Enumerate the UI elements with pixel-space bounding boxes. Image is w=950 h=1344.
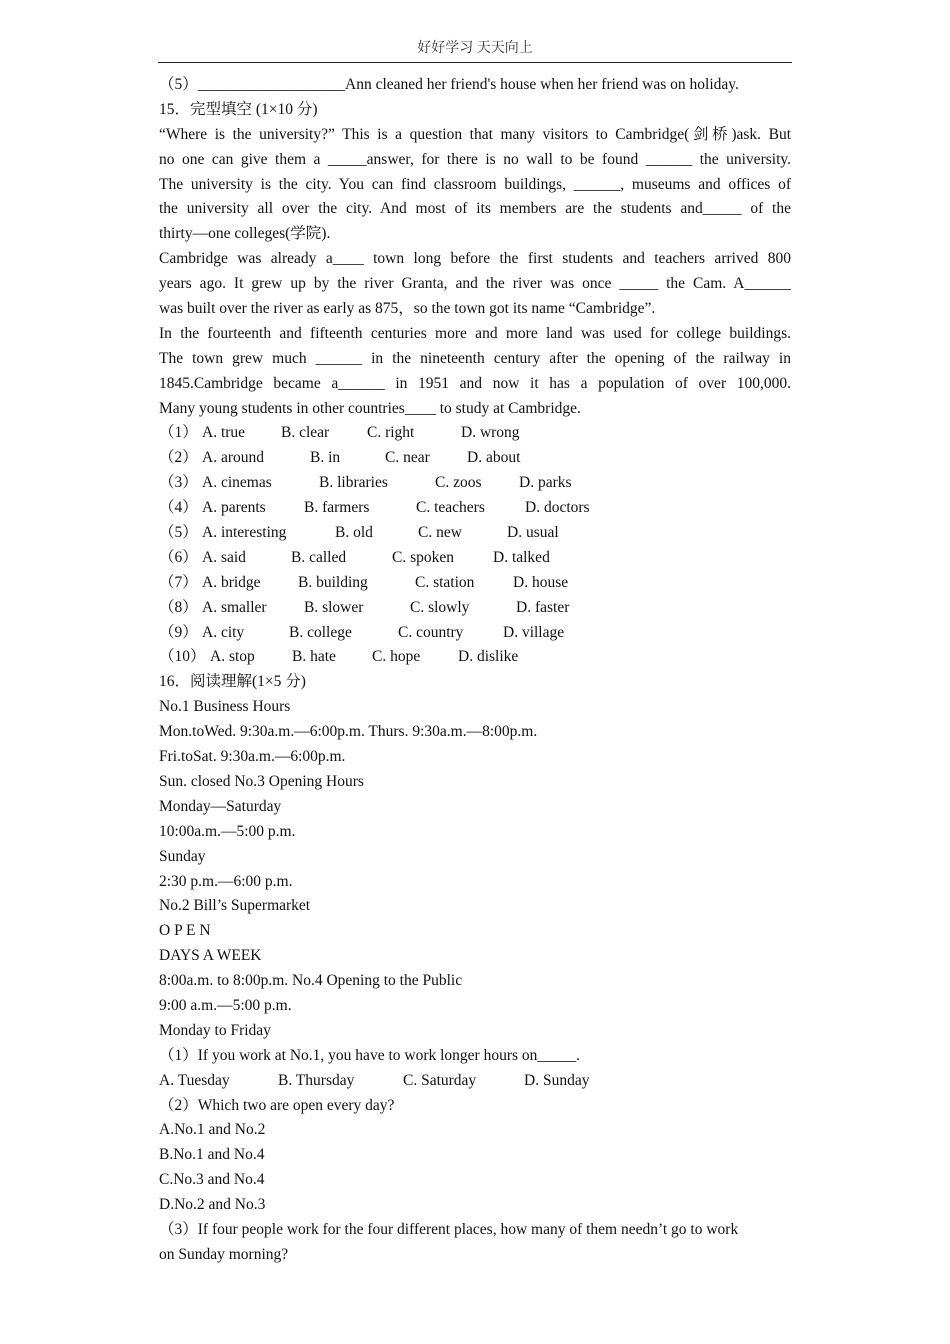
notice-line: Monday to Friday (159, 1021, 271, 1039)
page-header (158, 38, 792, 63)
cloze-passage (159, 123, 791, 422)
option-a: A. bridge (202, 573, 261, 591)
cloze-questions (159, 421, 791, 670)
notice-line: 9:00 a.m.—5:00 p.m. (159, 996, 292, 1014)
question-number: （4） (159, 499, 198, 517)
cloze-question-5 (159, 521, 791, 546)
notice-line: 8:00a.m. to 8:00p.m. No.4 Opening to the Public (159, 972, 463, 990)
question-number: （7） (159, 573, 198, 591)
option-d: D. faster (516, 598, 570, 616)
option-c: C.No.3 and No.4 (159, 1171, 265, 1189)
passage-line: the university all over the city. And most of its members are the students and_____ of the (159, 200, 791, 218)
notice-line: Mon.toWed. 9:30a.m.—6:00p.m. Thurs. 9:30a.m.—8:00p.m. (159, 723, 538, 741)
notice-line: O P E N (159, 922, 211, 940)
option-d: D. doctors (525, 499, 590, 517)
cloze-question-6 (159, 546, 791, 571)
option-d: D. wrong (461, 424, 520, 442)
option-c: C. near (385, 449, 430, 467)
cloze-question-10 (159, 645, 791, 670)
passage-line: Cambridge was already a____ town long before the first students and teachers arrived 800 (159, 250, 791, 268)
cloze-question-3 (159, 471, 791, 496)
notice-line: 2:30 p.m.—6:00 p.m. (159, 872, 293, 890)
option-a: A. smaller (202, 598, 267, 616)
cloze-question-8 (159, 596, 791, 621)
reading-question-1: （1）If you work at No.1, you have to work longer hours on_____. (159, 1046, 581, 1064)
option-a: A. stop (210, 648, 255, 666)
option-d: D. village (503, 623, 565, 641)
question-number: （8） (159, 598, 198, 616)
option-b: B. slower (304, 598, 364, 616)
notice-line: Sunday (159, 847, 206, 865)
option-c: C. station (415, 573, 475, 591)
question-number: （6） (159, 548, 198, 566)
option-d: D. talked (493, 548, 550, 566)
option-a: A. true (202, 424, 246, 442)
option-b: B. clear (281, 424, 330, 442)
header-title: 好好学习 天天向上 (417, 41, 533, 56)
option-b: B. Thursday (278, 1071, 355, 1089)
q14-item-5: （5）___________________Ann cleaned her friend's house when her friend was on holiday. (159, 76, 739, 93)
passage-line: The town grew much ______ in the nineteenth century after the opening of the railway in (159, 349, 791, 367)
option-a: A. interesting (202, 524, 287, 542)
question-number: （5） (159, 524, 198, 542)
cloze-question-9 (159, 621, 791, 646)
cloze-question-2 (159, 446, 791, 471)
option-d: D.No.2 and No.3 (159, 1196, 266, 1214)
notice-line: Sun. closed No.3 Opening Hours (159, 772, 364, 790)
option-d: D. house (513, 573, 569, 591)
notice-board (159, 695, 791, 1043)
question-number: （10） (159, 648, 206, 666)
option-a: A. Tuesday (159, 1071, 230, 1089)
notice-line: Monday—Saturday (159, 797, 282, 815)
option-d: D. parks (519, 474, 572, 492)
section16-heading: 16．阅读理解(1×5 分) (159, 673, 306, 691)
option-c: C. zoos (435, 474, 482, 492)
passage-line: Many young students in other countries____ to study at Cambridge. (159, 399, 581, 417)
option-b: B. in (310, 449, 341, 467)
option-d: D. Sunday (524, 1071, 590, 1089)
notice-line: 10:00a.m.—5:00 p.m. (159, 822, 296, 840)
option-c: C. country (398, 623, 464, 641)
option-c: C. hope (372, 648, 421, 666)
option-b: B. hate (292, 648, 336, 666)
option-c: C. spoken (392, 548, 454, 566)
section15-heading: 15．完型填空 (1×10 分) (159, 100, 318, 118)
notice-line: No.1 Business Hours (159, 698, 291, 716)
option-d: D. about (467, 449, 521, 467)
reading-question-1-options (159, 1069, 791, 1094)
option-a: A. said (202, 548, 246, 566)
option-b: B. libraries (319, 474, 388, 492)
question-number: （3） (159, 474, 198, 492)
option-c: C. right (367, 424, 415, 442)
option-c: C. slowly (410, 598, 470, 616)
question-number: （2） (159, 449, 198, 467)
passage-line: “Where is the university?” This is a question that many visitors to Cambridge(剑桥)ask. But (159, 125, 791, 143)
option-c: C. Saturday (403, 1071, 477, 1089)
option-b: B. college (289, 623, 352, 641)
option-a: A. parents (202, 499, 266, 517)
passage-line: thirty—one colleges(学院). (159, 225, 331, 243)
option-b: B.No.1 and No.4 (159, 1146, 265, 1164)
option-a: A. around (202, 449, 264, 467)
passage-line: The university is the city. You can find classroom buildings, ______, museums and offices of (159, 175, 791, 193)
option-a: A.No.1 and No.2 (159, 1121, 266, 1139)
notice-line: Fri.toSat. 9:30a.m.—6:00p.m. (159, 748, 346, 766)
question-number: （1） (159, 424, 198, 442)
cloze-question-4 (159, 496, 791, 521)
option-c: C. new (418, 524, 462, 542)
cloze-question-7 (159, 571, 791, 596)
option-a: A. cinemas (202, 474, 272, 492)
option-b: B. called (291, 548, 347, 566)
question-number: （9） (159, 623, 198, 641)
passage-line: 1845.Cambridge became a______ in 1951 and now it has a population of over 100,000. (159, 374, 791, 392)
option-b: B. building (298, 573, 368, 591)
option-d: D. usual (507, 524, 559, 542)
cloze-question-1 (159, 421, 791, 446)
option-b: B. old (335, 524, 373, 542)
passage-line: years ago. It grew up by the river Granta, and the river was once _____ the Cam. A______ (159, 275, 791, 293)
reading-question-3-cont: on Sunday morning? (159, 1245, 289, 1263)
passage-line: no one can give them a _____answer, for there is no wall to be found ______ the university. (159, 150, 791, 168)
reading-question-3: （3）If four people work for the four different places, how many of them needn’t go to work (159, 1220, 739, 1238)
notice-line: No.2 Bill’s Supermarket (159, 897, 311, 915)
option-b: B. farmers (304, 499, 370, 517)
option-c: C. teachers (416, 499, 485, 517)
passage-line: was built over the river as early as 875，so the town got its name “Cambridge”. (159, 300, 656, 318)
reading-question-2: （2）Which two are open every day? (159, 1096, 395, 1114)
notice-line: DAYS A WEEK (159, 947, 262, 965)
document-body (159, 73, 791, 1268)
option-d: D. dislike (458, 648, 519, 666)
option-a: A. city (202, 623, 245, 641)
passage-line: In the fourteenth and fifteenth centuries more and more land was used for college buildings. (159, 324, 791, 342)
